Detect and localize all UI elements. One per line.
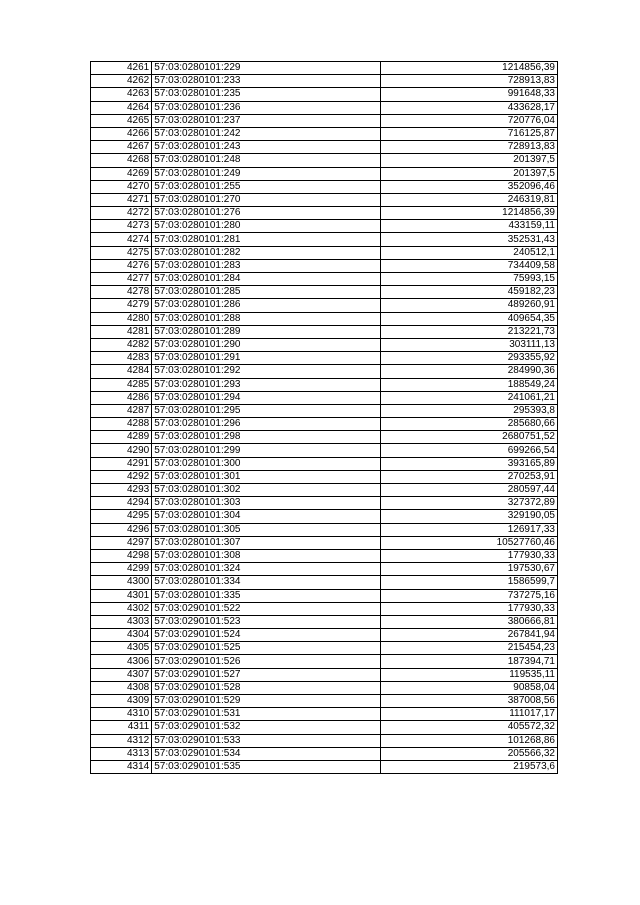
row-number-cell: 4313 (91, 747, 152, 760)
table-row (91, 457, 558, 470)
cadastral-number-cell: 57:03:0280101:285 (152, 286, 381, 299)
table-row (91, 470, 558, 483)
table-row (91, 167, 558, 180)
cadastral-value-cell: 270253,91 (381, 470, 558, 483)
table-row (91, 246, 558, 259)
row-number-cell: 4307 (91, 668, 152, 681)
cadastral-value-cell: 720776,04 (381, 114, 558, 127)
cadastral-number-cell: 57:03:0290101:534 (152, 747, 381, 760)
table-row (91, 549, 558, 562)
cadastral-number-cell: 57:03:0280101:302 (152, 484, 381, 497)
cadastral-number-cell: 57:03:0280101:296 (152, 418, 381, 431)
table-row (91, 602, 558, 615)
cadastral-value-cell: 177930,33 (381, 549, 558, 562)
cadastral-value-cell: 177930,33 (381, 602, 558, 615)
row-number-cell: 4277 (91, 273, 152, 286)
cadastral-value-cell: 187394,71 (381, 655, 558, 668)
cadastral-value-cell: 1586599,7 (381, 576, 558, 589)
row-number-cell: 4286 (91, 391, 152, 404)
cadastral-number-cell: 57:03:0280101:294 (152, 391, 381, 404)
row-number-cell: 4298 (91, 549, 152, 562)
cadastral-value-cell: 716125,87 (381, 127, 558, 140)
row-number-cell: 4274 (91, 233, 152, 246)
cadastral-value-cell: 293355,92 (381, 352, 558, 365)
cadastral-number-cell: 57:03:0280101:292 (152, 365, 381, 378)
row-number-cell: 4310 (91, 708, 152, 721)
row-number-cell: 4294 (91, 497, 152, 510)
cadastral-value-table (90, 61, 558, 774)
table-row (91, 747, 558, 760)
cadastral-number-cell: 57:03:0280101:236 (152, 101, 381, 114)
cadastral-number-cell: 57:03:0280101:233 (152, 75, 381, 88)
table-row (91, 589, 558, 602)
cadastral-number-cell: 57:03:0280101:286 (152, 299, 381, 312)
row-number-cell: 4285 (91, 378, 152, 391)
cadastral-number-cell: 57:03:0280101:284 (152, 273, 381, 286)
cadastral-number-cell: 57:03:0290101:524 (152, 629, 381, 642)
cadastral-number-cell: 57:03:0280101:298 (152, 431, 381, 444)
table-row (91, 523, 558, 536)
row-number-cell: 4264 (91, 101, 152, 114)
table-row (91, 668, 558, 681)
row-number-cell: 4263 (91, 88, 152, 101)
table-row (91, 207, 558, 220)
cadastral-value-cell: 295393,8 (381, 404, 558, 417)
cadastral-value-cell: 737275,16 (381, 589, 558, 602)
cadastral-number-cell: 57:03:0280101:270 (152, 193, 381, 206)
row-number-cell: 4278 (91, 286, 152, 299)
cadastral-number-cell: 57:03:0280101:282 (152, 246, 381, 259)
table-row (91, 404, 558, 417)
table-row (91, 88, 558, 101)
cadastral-value-cell: 101268,86 (381, 734, 558, 747)
table-row (91, 629, 558, 642)
table-row (91, 365, 558, 378)
row-number-cell: 4306 (91, 655, 152, 668)
cadastral-number-cell: 57:03:0290101:526 (152, 655, 381, 668)
cadastral-value-cell: 241061,21 (381, 391, 558, 404)
table-row (91, 642, 558, 655)
table-row (91, 352, 558, 365)
cadastral-value-cell: 303111,13 (381, 338, 558, 351)
cadastral-number-cell: 57:03:0280101:243 (152, 141, 381, 154)
table-row (91, 75, 558, 88)
cadastral-value-cell: 459182,23 (381, 286, 558, 299)
row-number-cell: 4279 (91, 299, 152, 312)
row-number-cell: 4262 (91, 75, 152, 88)
table-row (91, 721, 558, 734)
cadastral-number-cell: 57:03:0280101:283 (152, 259, 381, 272)
cadastral-number-cell: 57:03:0280101:281 (152, 233, 381, 246)
table-body (91, 62, 558, 774)
cadastral-value-cell: 126917,33 (381, 523, 558, 536)
cadastral-value-cell: 280597,44 (381, 484, 558, 497)
table-row (91, 536, 558, 549)
cadastral-number-cell: 57:03:0280101:304 (152, 510, 381, 523)
row-number-cell: 4273 (91, 220, 152, 233)
table-row (91, 220, 558, 233)
cadastral-value-cell: 728913,83 (381, 141, 558, 154)
cadastral-number-cell: 57:03:0290101:522 (152, 602, 381, 615)
cadastral-value-cell: 213221,73 (381, 325, 558, 338)
cadastral-number-cell: 57:03:0280101:237 (152, 114, 381, 127)
row-number-cell: 4296 (91, 523, 152, 536)
row-number-cell: 4292 (91, 470, 152, 483)
table-row (91, 510, 558, 523)
cadastral-value-cell: 1214856,39 (381, 207, 558, 220)
table-row (91, 299, 558, 312)
row-number-cell: 4281 (91, 325, 152, 338)
cadastral-number-cell: 57:03:0280101:300 (152, 457, 381, 470)
cadastral-number-cell: 57:03:0290101:528 (152, 681, 381, 694)
cadastral-value-cell: 433159,11 (381, 220, 558, 233)
row-number-cell: 4267 (91, 141, 152, 154)
cadastral-number-cell: 57:03:0280101:288 (152, 312, 381, 325)
row-number-cell: 4283 (91, 352, 152, 365)
cadastral-number-cell: 57:03:0280101:229 (152, 62, 381, 75)
cadastral-number-cell: 57:03:0280101:280 (152, 220, 381, 233)
table-row (91, 312, 558, 325)
row-number-cell: 4308 (91, 681, 152, 694)
cadastral-number-cell: 57:03:0280101:335 (152, 589, 381, 602)
row-number-cell: 4290 (91, 444, 152, 457)
cadastral-value-cell: 728913,83 (381, 75, 558, 88)
row-number-cell: 4261 (91, 62, 152, 75)
table-row (91, 431, 558, 444)
cadastral-number-cell: 57:03:0290101:529 (152, 695, 381, 708)
row-number-cell: 4282 (91, 338, 152, 351)
row-number-cell: 4265 (91, 114, 152, 127)
row-number-cell: 4300 (91, 576, 152, 589)
row-number-cell: 4268 (91, 154, 152, 167)
table-row (91, 180, 558, 193)
cadastral-number-cell: 57:03:0280101:235 (152, 88, 381, 101)
cadastral-value-cell: 329190,05 (381, 510, 558, 523)
row-number-cell: 4288 (91, 418, 152, 431)
cadastral-value-cell: 197530,67 (381, 563, 558, 576)
table-row (91, 484, 558, 497)
row-number-cell: 4299 (91, 563, 152, 576)
cadastral-value-cell: 201397,5 (381, 167, 558, 180)
table-row (91, 154, 558, 167)
row-number-cell: 4295 (91, 510, 152, 523)
row-number-cell: 4305 (91, 642, 152, 655)
row-number-cell: 4309 (91, 695, 152, 708)
cadastral-number-cell: 57:03:0290101:533 (152, 734, 381, 747)
cadastral-number-cell: 57:03:0290101:535 (152, 760, 381, 773)
cadastral-value-cell: 352096,46 (381, 180, 558, 193)
table-row (91, 101, 558, 114)
cadastral-number-cell: 57:03:0280101:324 (152, 563, 381, 576)
row-number-cell: 4275 (91, 246, 152, 259)
cadastral-number-cell: 57:03:0280101:249 (152, 167, 381, 180)
cadastral-value-cell: 387008,56 (381, 695, 558, 708)
table-row (91, 378, 558, 391)
cadastral-value-cell: 285680,66 (381, 418, 558, 431)
cadastral-number-cell: 57:03:0290101:531 (152, 708, 381, 721)
row-number-cell: 4284 (91, 365, 152, 378)
cadastral-value-cell: 267841,94 (381, 629, 558, 642)
cadastral-value-cell: 75993,15 (381, 273, 558, 286)
cadastral-number-cell: 57:03:0280101:305 (152, 523, 381, 536)
cadastral-value-cell: 205566,32 (381, 747, 558, 760)
table-row (91, 114, 558, 127)
table-row (91, 141, 558, 154)
cadastral-number-cell: 57:03:0290101:527 (152, 668, 381, 681)
table-row (91, 760, 558, 773)
table-row (91, 62, 558, 75)
cadastral-number-cell: 57:03:0280101:291 (152, 352, 381, 365)
row-number-cell: 4302 (91, 602, 152, 615)
cadastral-value-cell: 215454,23 (381, 642, 558, 655)
table-row (91, 576, 558, 589)
cadastral-value-cell: 2680751,52 (381, 431, 558, 444)
cadastral-value-cell: 405572,32 (381, 721, 558, 734)
row-number-cell: 4271 (91, 193, 152, 206)
cadastral-number-cell: 57:03:0280101:293 (152, 378, 381, 391)
cadastral-value-cell: 219573,6 (381, 760, 558, 773)
cadastral-value-cell: 1214856,39 (381, 62, 558, 75)
cadastral-number-cell: 57:03:0290101:532 (152, 721, 381, 734)
cadastral-value-cell: 991648,33 (381, 88, 558, 101)
row-number-cell: 4269 (91, 167, 152, 180)
cadastral-number-cell: 57:03:0280101:248 (152, 154, 381, 167)
table-row (91, 695, 558, 708)
table-row (91, 233, 558, 246)
row-number-cell: 4312 (91, 734, 152, 747)
cadastral-value-cell: 119535,11 (381, 668, 558, 681)
row-number-cell: 4289 (91, 431, 152, 444)
row-number-cell: 4291 (91, 457, 152, 470)
table-row (91, 391, 558, 404)
row-number-cell: 4276 (91, 259, 152, 272)
row-number-cell: 4266 (91, 127, 152, 140)
table-row (91, 497, 558, 510)
table-row (91, 418, 558, 431)
row-number-cell: 4272 (91, 207, 152, 220)
row-number-cell: 4314 (91, 760, 152, 773)
cadastral-value-cell: 393165,89 (381, 457, 558, 470)
cadastral-number-cell: 57:03:0280101:242 (152, 127, 381, 140)
cadastral-value-cell: 327372,89 (381, 497, 558, 510)
cadastral-number-cell: 57:03:0280101:307 (152, 536, 381, 549)
row-number-cell: 4297 (91, 536, 152, 549)
table-row (91, 444, 558, 457)
cadastral-value-cell: 90858,04 (381, 681, 558, 694)
table-row (91, 734, 558, 747)
cadastral-number-cell: 57:03:0290101:523 (152, 615, 381, 628)
table-row (91, 563, 558, 576)
table-row (91, 193, 558, 206)
cadastral-value-cell: 284990,36 (381, 365, 558, 378)
cadastral-value-cell: 201397,5 (381, 154, 558, 167)
table-row (91, 655, 558, 668)
cadastral-number-cell: 57:03:0280101:334 (152, 576, 381, 589)
row-number-cell: 4301 (91, 589, 152, 602)
cadastral-number-cell: 57:03:0280101:301 (152, 470, 381, 483)
table-row (91, 127, 558, 140)
row-number-cell: 4280 (91, 312, 152, 325)
cadastral-number-cell: 57:03:0290101:525 (152, 642, 381, 655)
cadastral-value-cell: 699266,54 (381, 444, 558, 457)
row-number-cell: 4303 (91, 615, 152, 628)
cadastral-value-cell: 188549,24 (381, 378, 558, 391)
cadastral-value-cell: 433628,17 (381, 101, 558, 114)
cadastral-number-cell: 57:03:0280101:303 (152, 497, 381, 510)
cadastral-value-cell: 10527760,46 (381, 536, 558, 549)
row-number-cell: 4293 (91, 484, 152, 497)
cadastral-value-cell: 246319,81 (381, 193, 558, 206)
table-row (91, 273, 558, 286)
cadastral-value-cell: 380666,81 (381, 615, 558, 628)
cadastral-value-cell: 111017,17 (381, 708, 558, 721)
cadastral-number-cell: 57:03:0280101:299 (152, 444, 381, 457)
cadastral-number-cell: 57:03:0280101:308 (152, 549, 381, 562)
cadastral-value-cell: 489260,91 (381, 299, 558, 312)
row-number-cell: 4287 (91, 404, 152, 417)
cadastral-number-cell: 57:03:0280101:276 (152, 207, 381, 220)
cadastral-number-cell: 57:03:0280101:290 (152, 338, 381, 351)
table-row (91, 708, 558, 721)
cadastral-number-cell: 57:03:0280101:255 (152, 180, 381, 193)
table-row (91, 615, 558, 628)
row-number-cell: 4311 (91, 721, 152, 734)
cadastral-value-cell: 409654,35 (381, 312, 558, 325)
table-row (91, 681, 558, 694)
row-number-cell: 4304 (91, 629, 152, 642)
row-number-cell: 4270 (91, 180, 152, 193)
table-row (91, 286, 558, 299)
table-row (91, 325, 558, 338)
table-row (91, 259, 558, 272)
cadastral-value-cell: 734409,58 (381, 259, 558, 272)
table-row (91, 338, 558, 351)
cadastral-value-cell: 352531,43 (381, 233, 558, 246)
cadastral-value-cell: 240512,1 (381, 246, 558, 259)
cadastral-number-cell: 57:03:0280101:289 (152, 325, 381, 338)
cadastral-number-cell: 57:03:0280101:295 (152, 404, 381, 417)
